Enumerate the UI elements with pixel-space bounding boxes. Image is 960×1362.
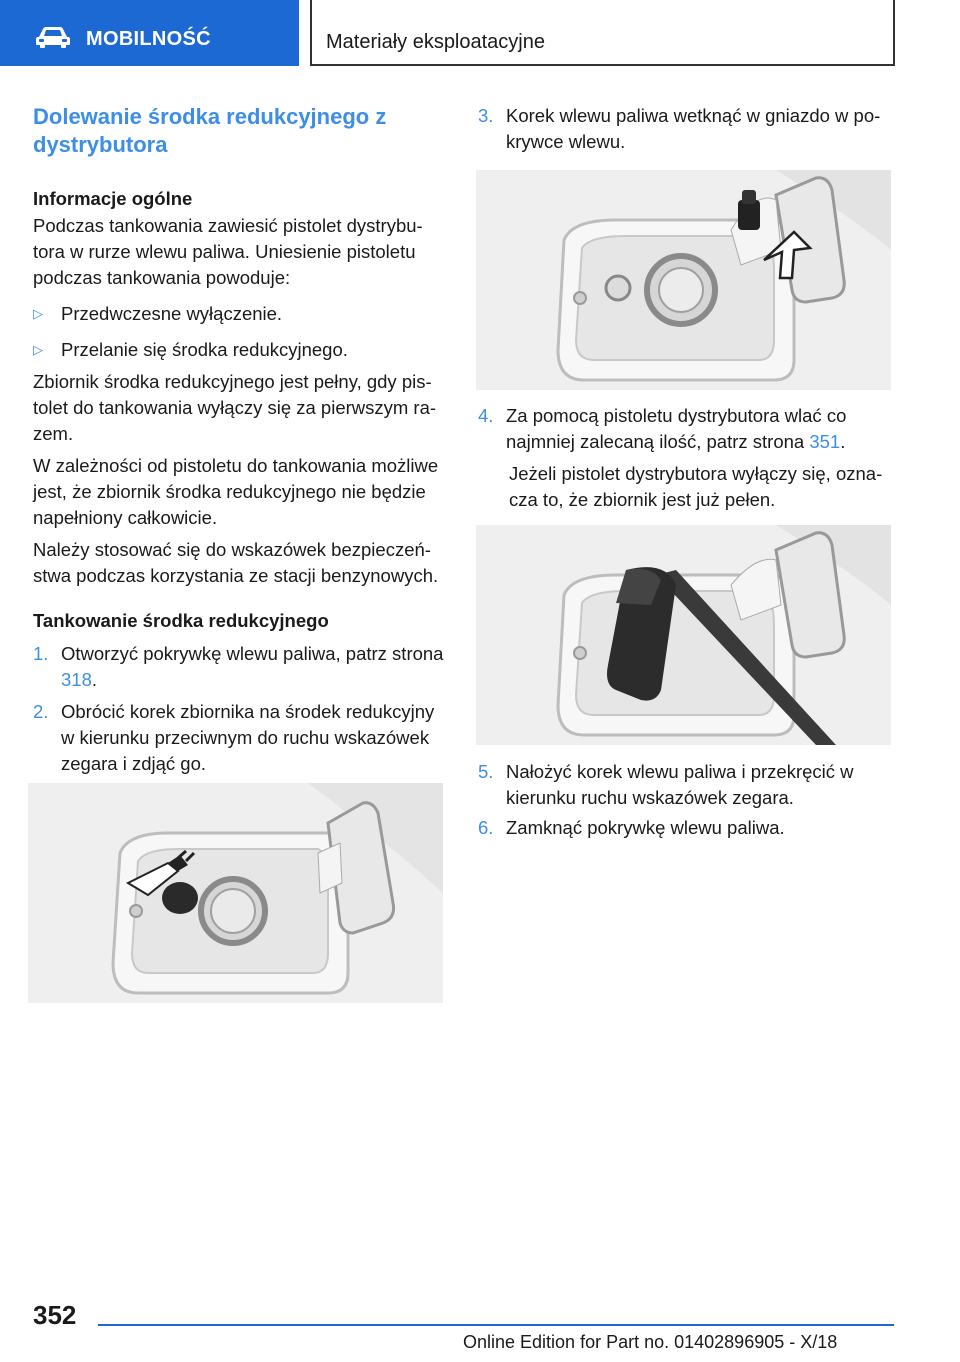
step-item: 1. Otworzyć pokrywkę wlewu paliwa, patrz strona 318. bbox=[33, 641, 449, 693]
step-item bbox=[478, 815, 898, 841]
triangle-bullet-icon: ▷ bbox=[33, 306, 43, 321]
page-number: 352 bbox=[33, 1300, 77, 1330]
figure-refill-nozzle bbox=[476, 525, 891, 745]
footer-divider bbox=[98, 1324, 894, 1326]
step-number: 3. bbox=[478, 105, 494, 126]
step-text: Za pomocą pistoletu dystrybutora wlać co najmniej zalecaną ilość, patrz strona bbox=[506, 405, 847, 452]
paragraph: Należy stosować się do wskazówek bezpieczeń-stwa podczas korzystania ze stacji benzynowych. bbox=[33, 539, 439, 586]
general-info-heading: Informacje ogólne bbox=[33, 188, 193, 209]
left-column bbox=[33, 103, 449, 777]
fuel-flap-illustration bbox=[28, 783, 443, 1003]
step-text: Zamknąć pokrywkę wlewu paliwa. bbox=[506, 817, 785, 838]
step-item: 4. Za pomocą pistoletu dystrybutora wlać co najmniej zalecaną ilość, patrz strona 351. bbox=[478, 403, 898, 455]
step-item bbox=[478, 103, 898, 155]
step-number: 1. bbox=[33, 643, 49, 664]
figure-remove-cap bbox=[28, 783, 443, 1003]
page-link[interactable]: 318 bbox=[61, 669, 92, 690]
triangle-bullet-icon: ▷ bbox=[33, 342, 43, 357]
step-number: 6. bbox=[478, 817, 494, 838]
page-link[interactable]: 351 bbox=[809, 431, 841, 452]
step-text: Korek wlewu paliwa wetknąć w gniazdo w po-krywce wlewu. bbox=[506, 105, 881, 152]
bullet-item bbox=[33, 337, 449, 363]
step-number: 2. bbox=[33, 701, 49, 722]
step-text: Obrócić korek zbiornika na środek redukcyjny w kierunku przeciwnym do ruchu wskazówek zegara i zdjąć go. bbox=[61, 701, 435, 774]
paragraph: W zależności od pistoletu do tankowania możliwe jest, że zbiornik środka redukcyjnego nie będzie napełniony całkowicie. bbox=[33, 455, 439, 528]
section-label: MOBILNOŚĆ bbox=[86, 28, 211, 50]
refuel-heading: Tankowanie środka redukcyjnego bbox=[33, 610, 329, 631]
paragraph: Zbiornik środka redukcyjnego jest pełny, gdy pis-tolet do tankowania wyłączy się za pierwszym ra-zem. bbox=[33, 371, 437, 444]
step-text: Nałożyć korek wlewu paliwa i przekręcić w kierunku ruchu wskazówek zegara. bbox=[506, 761, 854, 808]
chapter-title: Materiały eksploatacyjne bbox=[326, 31, 545, 53]
step-number: 4. bbox=[478, 405, 494, 426]
step-note: Jeżeli pistolet dystrybutora wyłączy się, ozna-cza to, że zbiornik jest już pełen. bbox=[509, 463, 883, 510]
step-number: 5. bbox=[478, 761, 494, 782]
step-text: Otworzyć pokrywkę wlewu paliwa, patrz strona bbox=[61, 643, 444, 664]
step-item bbox=[33, 699, 449, 777]
bullet-text: Przelanie się środka redukcyjnego. bbox=[61, 339, 348, 360]
car-icon bbox=[36, 26, 70, 48]
right-column bbox=[478, 103, 898, 155]
edition-text: Online Edition for Part no. 01402896905 - X/18 bbox=[463, 1332, 838, 1352]
figure-insert-cap bbox=[476, 170, 891, 390]
bullet-item bbox=[33, 301, 449, 327]
bullet-text: Przedwczesne wyłączenie. bbox=[61, 303, 283, 324]
general-info-paragraph: Podczas tankowania zawiesić pistolet dystrybu-tora w rurze wlewu paliwa. Uniesienie pistoletu podczas tankowania powoduje: bbox=[33, 215, 423, 288]
section-tab[interactable] bbox=[0, 0, 299, 66]
step-item bbox=[478, 759, 898, 811]
fuel-nozzle-illustration bbox=[476, 525, 891, 745]
section-heading: Dolewanie środka redukcyjnego z dystrybutora bbox=[33, 104, 387, 157]
fuel-flap-illustration bbox=[476, 170, 891, 390]
